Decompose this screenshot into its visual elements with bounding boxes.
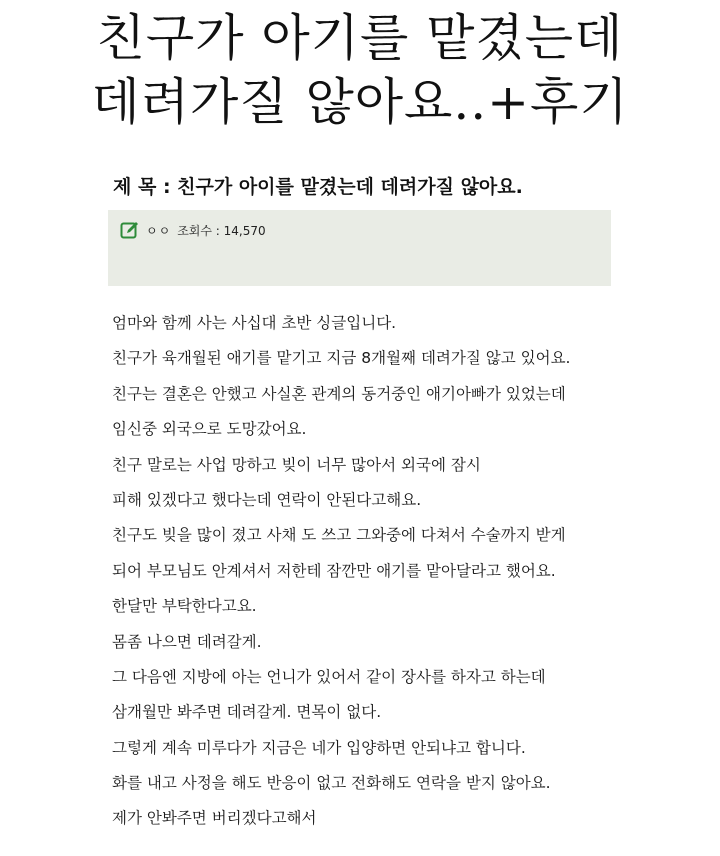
post-meta-box: [108, 210, 611, 286]
post-author: ㅇㅇ: [146, 223, 172, 238]
body-line: 엄마와 함께 사는 사십대 초반 싱글입니다.: [112, 314, 397, 332]
edit-icon: [120, 220, 140, 240]
body-line: 친구 말로는 사업 망하고 빚이 너무 많아서 외국에 잠시: [112, 455, 481, 474]
post-title: 제 목 : 친구가 아이를 맡겼는데 데려가질 않아요.: [113, 176, 523, 198]
body-line: 친구도 빚을 많이 졌고 사채 도 쓰고 그와중에 다쳐서 수술까지 받게: [112, 526, 566, 545]
post-views: 조회수 : 14,570: [177, 223, 266, 238]
body-line: 친구가 육개월된 애기를 맡기고 지금 8개월째 데려가질 않고 있어요.: [112, 349, 571, 368]
body-line: 제가 안봐주면 버리겠다고해서: [112, 809, 317, 828]
body-line: 피해 있겠다고 했다는데 연락이 안된다고해요.: [112, 490, 422, 509]
body-line: 되어 부모님도 안계셔서 저한테 잠깐만 애기를 맡아달라고 했어요.: [112, 561, 556, 580]
body-line: 몸좀 나으면 데려갈게.: [112, 632, 262, 651]
post-body: [112, 306, 712, 837]
body-line: 삼개월만 봐주면 데려갈게. 면목이 없다.: [112, 703, 382, 722]
headline: [0, 6, 720, 134]
body-line: 화를 내고 사정을 해도 반응이 없고 전화해도 연락을 받지 않아요.: [112, 774, 551, 793]
body-line: 임신중 외국으로 도망갔어요.: [112, 420, 307, 439]
body-line: 그 다음엔 지방에 아는 언니가 있어서 같이 장사를 하자고 하는데: [112, 667, 546, 686]
headline-line-2: 데려가질 않아요..+후기: [91, 73, 629, 131]
body-line: 그렇게 계속 미루다가 지금은 네가 입양하면 안되냐고 합니다.: [112, 738, 526, 757]
body-line: 친구는 결혼은 안했고 사실혼 관계의 동거중인 애기아빠가 있었는데: [112, 384, 566, 403]
headline-line-1: 친구가 아기를 맡겼는데: [96, 9, 624, 67]
body-line: 한달만 부탁한다고요.: [112, 597, 257, 616]
post-meta-row: [120, 220, 266, 240]
